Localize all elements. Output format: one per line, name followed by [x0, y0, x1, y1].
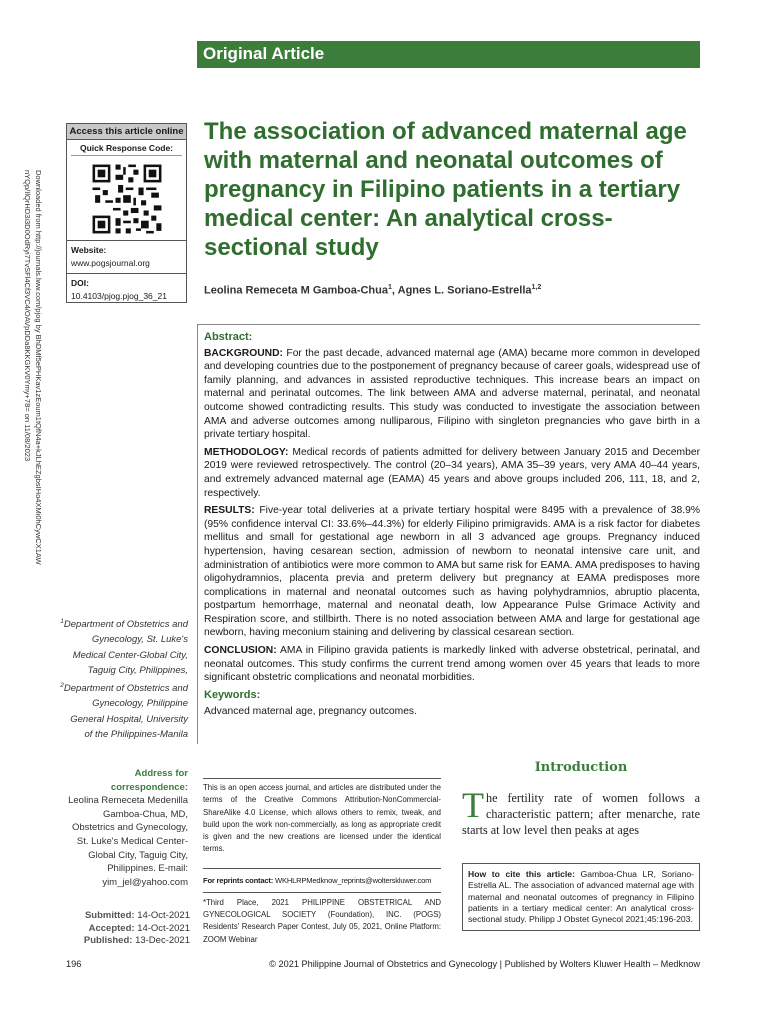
reprints-contact [203, 868, 441, 893]
page-number: 196 [66, 959, 82, 969]
qr-code-icon[interactable] [90, 162, 164, 236]
author-1-sup: 1 [388, 284, 392, 291]
background-text: For the past decade, advanced maternal age (AMA) became more common in developed and developing countries due to the postponement of pregnancy because of career goals, widespread use of family planning, and advances in assisted reproductive techniques. This increase bears an impact on maternal and perinatal outcomes. The link between AMA and adverse maternal, perinatal, and neonatal outcome showed contradicting results. This study was conducted to investigate the association between AMA and adverse outcomes among nulliparous, Filipino with singleton pregnancies who gave birth in a private tertiary hospital. [204, 347, 700, 441]
background-label: BACKGROUND: [204, 347, 283, 359]
accepted-label: Accepted: [88, 922, 135, 934]
access-header: Access this article online [67, 124, 186, 140]
published-row [60, 935, 190, 948]
keywords-text: Advanced maternal age, pregnancy outcomes. [204, 706, 417, 718]
abstract-background [204, 347, 700, 442]
methodology-label: METHODOLOGY: [204, 446, 289, 458]
abstract-results [204, 504, 700, 640]
submitted-date: 14-Oct-2021 [137, 910, 190, 921]
author-1: Leolina Remeceta M Gamboa-Chua [204, 284, 388, 297]
keywords-label: Keywords: [204, 688, 261, 701]
affiliation-2: Department of Obstetrics and Gynecology, Philippine General Hospital, University of the Philippines-Manila [63, 683, 188, 740]
reprints-label: For reprints contact: [203, 876, 274, 885]
website-link[interactable]: www.pogsjournal.org [71, 258, 150, 268]
qr-label: Quick Response Code: [71, 140, 182, 156]
introduction-body: he fertility rate of women follows a characteristic pattern; after menarche, rate starts at low level then peaks at ages [462, 791, 700, 837]
abstract-conclusion [204, 644, 700, 685]
access-article-box [66, 123, 187, 303]
published-date: 13-Dec-2021 [135, 935, 190, 946]
abstract-methodology [204, 446, 700, 500]
qr-code-wrap [67, 156, 186, 241]
abstract-label: Abstract: [204, 331, 253, 343]
article-dates [60, 910, 190, 948]
reprints-email[interactable]: WKHLRPMedknow_reprints@wolterskluwer.com [274, 876, 432, 885]
methodology-text: Medical records of patients admitted for delivery between January 2015 and December 2019 were reviewed retrospectively. The control (20–34 years), AMA 35–39 years, very AMA 40–44 years, and extremely advanced maternal age (EAMA) 45 years and above groups included 206, 111, 18, and 2, respectively. [204, 446, 700, 499]
abstract-section [197, 324, 700, 744]
affiliation-1: Department of Obstetrics and Gynecology, St. Luke's Medical Center-Global City, Taguig City, Philippines, [63, 619, 188, 676]
correspondence [60, 767, 188, 889]
accepted-date: 14-Oct-2021 [137, 922, 190, 934]
correspondence-label: Address for correspondence: [110, 768, 188, 793]
conclusion-text: AMA in Filipino gravida patients is markedly linked with adverse obstetrical, perinatal, and neonatal outcomes. This study confirms the current trend among women over 45 years that leads to more significant obstetric complications and neonatal morbidities. [204, 645, 700, 684]
accepted-row [60, 923, 190, 936]
affiliation-sup-2: 2 [60, 681, 64, 689]
cite-text: Gamboa-Chua LR, Soriano-Estrella AL. The association of advanced maternal age with maternal and neonatal outcomes of pregnancy in Filipino patients in a tertiary medical center: An analytical cross-sectional study. Philipp J Obstet Gynecol 2021;45:196-203. [468, 869, 694, 925]
author-2: Agnes L. Soriano-Estrella [397, 284, 532, 297]
author-2-sup: 1,2 [531, 284, 542, 291]
doi-label: DOI: [71, 278, 89, 288]
website-label: Website: [71, 245, 107, 255]
correspondence-text: Leolina Remeceta Medenilla Gamboa-Chua, MD, Obstetrics and Gynecology, St. Luke's Medical Center-Global City, Taguig City, Philippines. E-mail: yim_jel@yahoo.com [68, 795, 188, 888]
doi-section [67, 274, 186, 306]
author-separator: , [391, 284, 398, 297]
article-type-banner: Original Article [197, 41, 700, 68]
drop-cap: T [462, 785, 484, 825]
results-label: RESULTS: [204, 505, 255, 517]
author-line [204, 284, 704, 297]
copyright: © 2021 Philippine Journal of Obstetrics and Gynecology | Published by Wolters Kluwer Health – Medknow [269, 959, 700, 969]
download-note: Downloaded from http://journals.lww.com/pjog by BhDMf5ePHKav1zEoum1tQfN4a+kJLhEZgbsIHo4XMi0hCywCX1AW nYQp/IlQrHD3i3D0OdRyi7TvSFl4Cf3VC4/OAVpDDa8KKGKV0Ymy+78= on 11/08/2023 [23, 170, 43, 565]
introduction-text [462, 785, 700, 838]
affiliation-sup-1: 1 [60, 618, 64, 625]
submitted-row [60, 910, 190, 923]
doi-value[interactable]: 10.4103/pjog.pjog_36_21 [71, 291, 167, 301]
citation-box [462, 863, 700, 931]
published-label: Published: [83, 935, 133, 946]
results-text: Five-year total deliveries at a private tertiary hospital were 8495 with a prevalence of 38.9% (95% confidence interval CI: 33.6%–44.3%) for elderly Filipino primigravids. AMA is a risk factor for diabetes mellitus and small for gestational age newborn in all 3 advanced age groups. Pregnancy induced hypertension, having cesarean section, admission of newborn to neonatal intensive care unit, and administration of antibiotics were more common to AMA but same risk for EAMA. AMA predisposes to having oligohydramnios, placenta previa and preterm delivery but pregnancy at EAMA predisposes more complications in maternal and neonatal outcomes such as having polyhydramnios, abruptio placenta, postpartum hemorrhage, maternal and neonatal death, low Appearance Pulse Grimace Activity and Respiration score, and stillbirth. There is no noted association between AMA and large for gestational age newborn, having meconium staining and delivering by classical cesarean section. [204, 505, 700, 639]
affiliation [60, 614, 188, 742]
introduction-heading: Introduction [534, 760, 628, 775]
third-place-note: *Third Place, 2021 PHILIPPINE OBSTETRICAL AND GYNECOLOGICAL SOCIETY (Foundation), INC. (POGS) Residents' Research Paper Contest, July 05, 2021, Online Platform: ZOOM Webinar [203, 898, 441, 944]
cite-label: How to cite this article: [468, 869, 575, 879]
submitted-label: Submitted: [84, 910, 135, 921]
open-access-note: This is an open access journal, and articles are distributed under the terms of the Creative Commons Attribution-NonCommercial-ShareAlike 4.0 License, which allows others to remix, tweak, and build upon the work non-commercially, as long as appropriate credit is given and the new creations are licensed under the identical terms. [203, 778, 441, 856]
conclusion-label: CONCLUSION: [204, 645, 277, 657]
article-title: The association of advanced maternal age with maternal and neonatal outcomes of pregnancy in Filipino patients in a tertiary medical center: An analytical cross-sectional study [204, 118, 687, 261]
website-section [67, 241, 186, 274]
